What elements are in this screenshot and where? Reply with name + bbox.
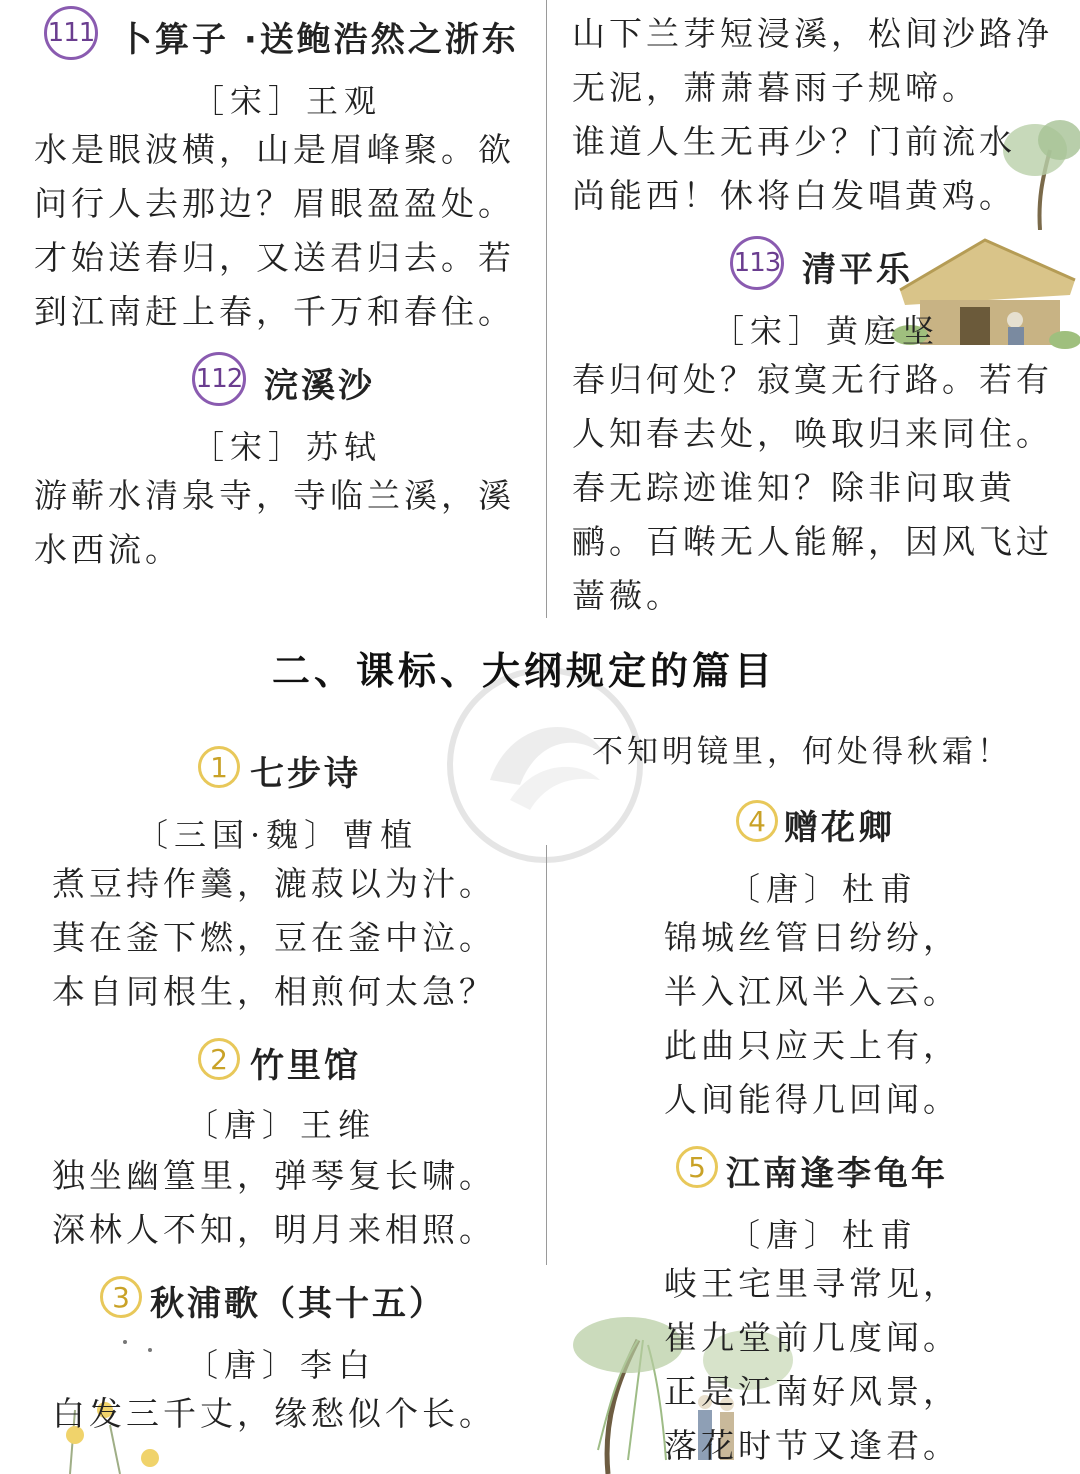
poem-line: 水西流。: [34, 530, 182, 569]
column-divider-bottom: [546, 845, 547, 1265]
poem-author-112: ［宋］苏轼: [192, 428, 383, 466]
poem-title-1: 七步诗: [250, 754, 361, 794]
poem-number-badge-111: 111: [44, 6, 98, 60]
poem-number-badge-3: 3: [100, 1276, 142, 1318]
poem-author-2: 〔唐〕王维: [186, 1106, 377, 1144]
poem-line: 春无踪迹谁知？除非问取黄: [572, 468, 1016, 507]
poem-author-5: 〔唐〕杜甫: [728, 1216, 919, 1254]
poem-line: 此曲只应天上有，: [664, 1026, 960, 1065]
poem-line: 半入江风半入云。: [664, 972, 960, 1011]
poem-author-111: ［宋］王观: [192, 82, 383, 120]
poem-line: 尚能西！休将白发唱黄鸡。: [572, 176, 1016, 215]
poem-number-badge-1: 1: [198, 746, 240, 788]
poem-line: 春归何处？寂寞无行路。若有: [572, 360, 1053, 399]
poem-line: 谁道人生无再少？门前流水: [572, 122, 1016, 161]
poem-author-3: 〔唐〕李白: [186, 1346, 377, 1384]
poem-line: 萁在釜下燃，豆在釜中泣。: [52, 918, 496, 957]
poem-line: 白发三千丈，缘愁似个长。: [52, 1394, 496, 1433]
poem-line: 不知明镜里，何处得秋霜！: [592, 734, 1012, 770]
poem-title-113: 清平乐: [802, 250, 913, 290]
poem-line: 岐王宅里寻常见，: [664, 1264, 960, 1303]
poem-line: 人间能得几回闻。: [664, 1080, 960, 1119]
poem-line: 蔷薇。: [572, 576, 683, 615]
poem-line: 独坐幽篁里，弹琴复长啸。: [52, 1156, 496, 1195]
poem-title-3: 秋浦歌（其十五）: [150, 1284, 446, 1324]
poem-line: 正是江南好风景，: [664, 1372, 960, 1411]
poem-line: 落花时节又逢君。: [664, 1426, 960, 1465]
poem-number-badge-2: 2: [198, 1038, 240, 1080]
poem-title-4: 赠花卿: [784, 808, 895, 848]
poem-line: 鹂。百啭无人能解，因风飞过: [572, 522, 1053, 561]
poem-title-2: 竹里馆: [250, 1046, 361, 1086]
poem-line: 煮豆持作羹，漉菽以为汁。: [52, 864, 496, 903]
poem-line: 游蕲水清泉寺，寺临兰溪，溪: [34, 476, 515, 515]
poem-line: 深林人不知，明月来相照。: [52, 1210, 496, 1249]
poem-author-113: ［宋］黄庭坚: [712, 312, 941, 350]
poem-line: 问行人去那边？眉眼盈盈处。: [34, 184, 515, 223]
column-divider-top: [546, 0, 547, 618]
poem-title-5: 江南逢李龟年: [726, 1154, 948, 1194]
poem-line: 山下兰芽短浸溪，松间沙路净: [572, 14, 1053, 53]
poem-line: 锦城丝管日纷纷，: [664, 918, 960, 957]
poem-line: 崔九堂前几度闻。: [664, 1318, 960, 1357]
poem-number-badge-112: 112: [192, 352, 246, 406]
poem-line: 本自同根生，相煎何太急？: [52, 972, 496, 1011]
poem-author-4: 〔唐〕杜甫: [728, 870, 919, 908]
poem-title-111: 卜算子 ·送鲍浩然之浙东: [118, 20, 519, 60]
poem-line: 无泥，萧萧暮雨子规啼。: [572, 68, 979, 107]
poem-number-badge-4: 4: [736, 800, 778, 842]
poem-author-1: 〔三国·魏〕曹植: [136, 816, 419, 854]
poem-line: 水是眼波横，山是眉峰聚。欲: [34, 130, 515, 169]
poem-line: 才始送春归，又送君归去。若: [34, 238, 515, 277]
section-heading: 二、课标、大纲规定的篇目: [272, 649, 777, 693]
poem-number-badge-113: 113: [730, 236, 784, 290]
poem-number-badge-5: 5: [676, 1146, 718, 1188]
poem-line: 到江南赶上春，千万和春住。: [34, 292, 515, 331]
poem-line: 人知春去处，唤取归来同住。: [572, 414, 1053, 453]
poem-title-112: 浣溪沙: [264, 366, 375, 406]
